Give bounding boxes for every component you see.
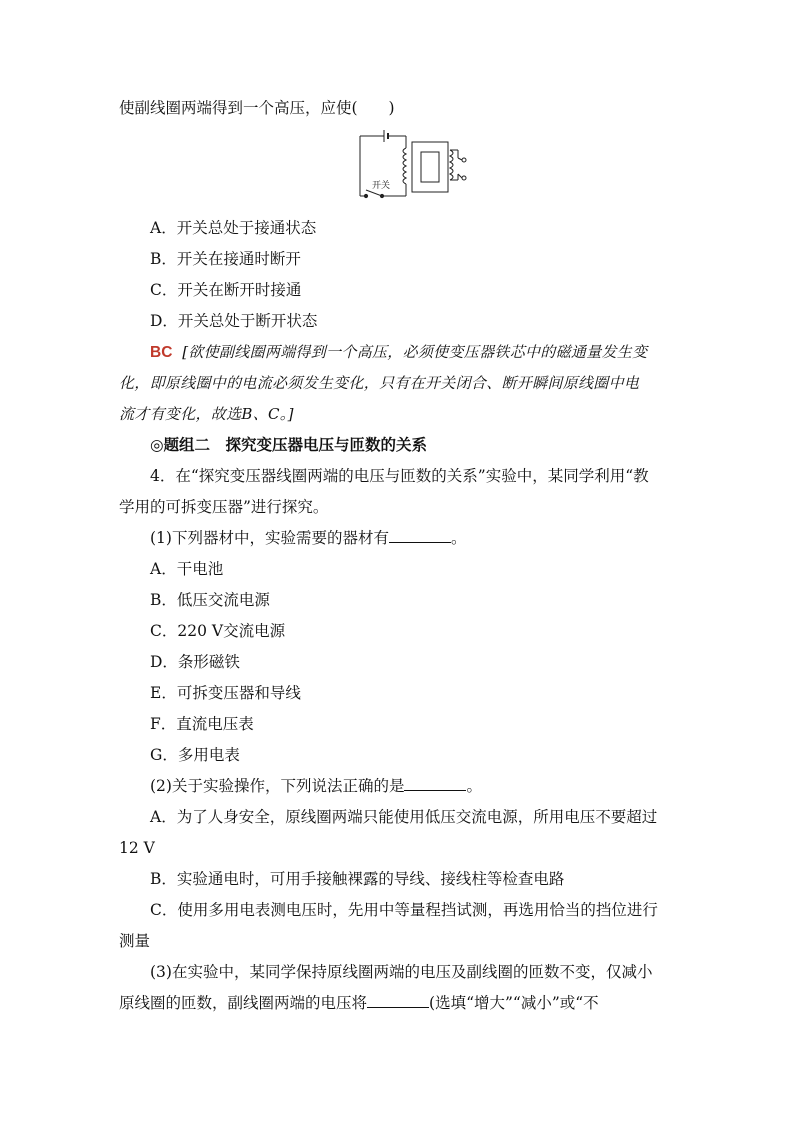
primary-coil [403,148,406,184]
q3-answer: BC [150,344,173,361]
q4-part1-option-f: F．直流电压表 [150,715,254,733]
group2-title: ◎题组二 探究变压器电压与匝数的关系 [150,435,428,454]
iron-core-inner [421,152,439,182]
q4-part3-line-2: 原线圈的匝数，副线圈两端的电压将 (选填“增大”“减小”或“不 [119,994,599,1012]
q3-explanation-line-3: 流才有变化，故选B、C。] [119,405,294,423]
q4-part2-option-c-line-1: C．使用多用电表测电压时，先用中等量程挡试测，再选用恰当的挡位进行 [150,901,658,919]
q4-part3-line-1: (3)在实验中，某同学保持原线圈两端的电压及副线圈的匝数不变，仅减小 [150,963,653,981]
q4-part1-option-e: E．可拆变压器和导线 [150,684,301,702]
q3-option-a: A．开关总处于接通状态 [150,219,317,237]
q4-part1-option-b: B．低压交流电源 [150,591,270,609]
secondary-coil [450,150,453,180]
q3-answer-line [150,342,647,363]
q3-stem: 使副线圈两端得到一个高压，应使( ) [119,99,395,117]
q4-part2-stem: (2)关于实验操作，下列说法正确的是 。 [150,777,482,795]
q3-explanation-line-2: 化，即原线圈中的电流必须发生变化，只有在开关闭合、断开瞬间原线圈中电 [119,374,640,392]
transformer-circuit-figure [358,128,478,204]
q4-part1-option-a: A．干电池 [150,560,224,578]
q4-part1-option-c: C．220 V交流电源 [150,622,286,640]
q4-part2-option-a-line-2: 12 V [119,839,155,857]
q3-option-d: D．开关总处于断开状态 [150,312,318,330]
secondary-terminal-bottom [462,176,466,180]
q4-part2-option-a-line-1: A．为了人身安全，原线圈两端只能使用低压交流电源，所用电压不要超过 [150,808,658,826]
q3-explanation-line-1: [欲使副线圈两端得到一个高压，必须使变压器铁芯中的磁通量发生变 [182,343,648,361]
q4-part1-option-d: D．条形磁铁 [150,653,240,671]
q4-stem-line-2: 学用的可拆变压器”进行探究。 [119,498,329,516]
q4-part1-stem: (1)下列器材中，实验需要的器材有 。 [150,529,467,547]
q3-option-b: B．开关在接通时断开 [150,250,301,268]
q4-part2-answer-blank [404,776,466,791]
q4-part1-answer-blank [389,528,451,543]
q4-part3-answer-blank [367,993,429,1008]
q3-option-c: C．开关在断开时接通 [150,281,302,299]
q4-part2-option-b: B．实验通电时，可用手接触裸露的导线、接线柱等检查电路 [150,870,565,888]
q4-part1-option-g: G．多用电表 [150,746,240,764]
secondary-terminal-top [462,158,466,162]
q4-stem-line-1: 4．在“探究变压器线圈两端的电压与匝数的关系”实验中，某同学利用“教 [150,467,649,485]
iron-core-outer [412,142,448,192]
switch-label: 开关 [372,181,391,191]
q4-part2-option-c-line-2: 测量 [119,932,151,950]
